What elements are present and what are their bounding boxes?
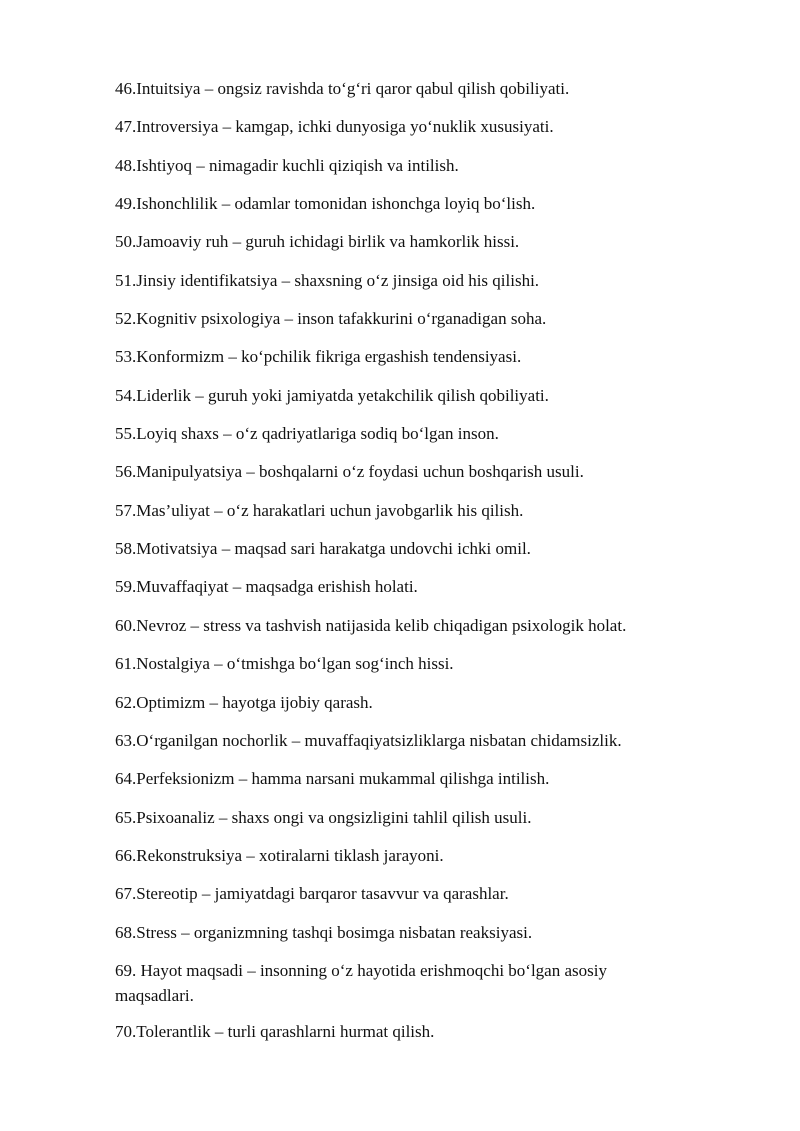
glossary-entry-70: 70.Tolerantlik – turli qarashlarni hurmat qilish.: [115, 1021, 435, 1041]
glossary-entry-65: 65.Psixoanaliz – shaxs ongi va ongsizligini tahlil qilish usuli.: [115, 807, 532, 827]
glossary-entry-56: 56.Manipulyatsiya – boshqalarni o‘z foydasi uchun boshqarish usuli.: [115, 462, 584, 482]
glossary-entry-51: 51.Jinsiy identifikatsiya – shaxsning o‘z jinsiga oid his qilishi.: [115, 270, 540, 290]
glossary-entry-57: 57.Mas’uliyat – o‘z harakatlari uchun javobgarlik his qilish.: [115, 500, 524, 520]
glossary-entry-67: 67.Stereotip – jamiyatdagi barqaror tasavvur va qarashlar.: [115, 884, 509, 904]
glossary-entry-47: 47.Introversiya – kamgap, ichki dunyosiga yo‘nuklik xususiyati.: [115, 117, 554, 137]
glossary-entry-54: 54.Liderlik – guruh yoki jamiyatda yetakchilik qilish qobiliyati.: [115, 385, 549, 405]
glossary-entry-59: 59.Muvaffaqiyat – maqsadga erishish holati.: [115, 577, 418, 597]
glossary-entry-58: 58.Motivatsiya – maqsad sari harakatga undovchi ichki omil.: [115, 539, 531, 559]
glossary-entry-66: 66.Rekonstruksiya – xotiralarni tiklash jarayoni.: [115, 845, 444, 865]
glossary-entry-62: 62.Optimizm – hayotga ijobiy qarash.: [115, 692, 373, 712]
glossary-entry-63: 63.O‘rganilgan nochorlik – muvaffaqiyatsizliklarga nisbatan chidamsizlik.: [115, 730, 622, 750]
glossary-entry-55: 55.Loyiq shaxs – o‘z qadriyatlariga sodiq bo‘lgan inson.: [115, 424, 499, 444]
glossary-entry-50: 50.Jamoaviy ruh – guruh ichidagi birlik va hamkorlik hissi.: [115, 232, 520, 252]
glossary-entry-48: 48.Ishtiyoq – nimagadir kuchli qiziqish va intilish.: [115, 155, 459, 175]
glossary-entry-69: 69. Hayot maqsadi – insonning o‘z hayotida erishmoqchi bo‘lgan asosiy maqsadlari.: [115, 960, 607, 1005]
glossary-list: [115, 76, 695, 1057]
glossary-entry-52: 52.Kognitiv psixologiya – inson tafakkurini o‘rganadigan soha.: [115, 309, 547, 329]
glossary-entry-53: 53.Konformizm – ko‘pchilik fikriga ergashish tendensiyasi.: [115, 347, 522, 367]
glossary-entry-68: 68.Stress – organizmning tashqi bosimga nisbatan reaksiyasi.: [115, 922, 533, 942]
glossary-entry-46: 46.Intuitsiya – ongsiz ravishda to‘g‘ri qaror qabul qilish qobiliyati.: [115, 79, 570, 98]
glossary-entry-64: 64.Perfeksionizm – hamma narsani mukammal qilishga intilish.: [115, 769, 550, 789]
glossary-entry-61: 61.Nostalgiya – o‘tmishga bo‘lgan sog‘inch hissi.: [115, 654, 454, 674]
glossary-entry-49: 49.Ishonchlilik – odamlar tomonidan ishonchga loyiq bo‘lish.: [115, 194, 536, 214]
glossary-entry-60: 60.Nevroz – stress va tashvish natijasida kelib chiqadigan psixologik holat.: [115, 615, 627, 635]
